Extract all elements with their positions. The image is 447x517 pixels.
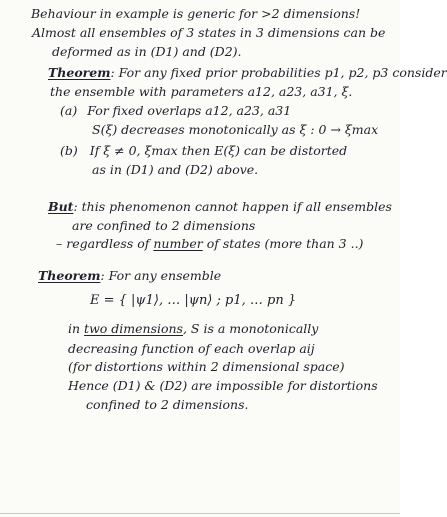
paper-edge-line: [0, 513, 400, 514]
theorem-1-text-1: : For any fixed prior probabilities p1, p2, p3 consider: [110, 65, 447, 80]
but-line-2: are confined to 2 dimensions: [72, 218, 256, 233]
theorem-1-part-b-line-2: as in (D1) and (D2) above.: [92, 162, 259, 177]
theorem-1-line-2: the ensemble with parameters a12, a23, a31, ξ.: [50, 84, 353, 99]
but-text-3-post: of states (more than 3 ..): [206, 236, 364, 251]
but-text-1: : this phenomenon cannot happen if all ensembles: [73, 199, 392, 214]
but-line-1: [48, 201, 392, 214]
theorem-1-part-b-line-1: [60, 145, 347, 158]
theorem-2-line-4: (for distortions within 2 dimensional space): [68, 359, 345, 374]
theorem-2-text-1: : For any ensemble: [100, 268, 222, 283]
but-text-3-word: number: [153, 236, 203, 251]
theorem-1-part-a-line-1: [60, 105, 291, 118]
theorem-2-title: Theorem: [38, 268, 101, 283]
theorem-2-line-5: Hence (D1) & (D2) are impossible for distortions: [68, 378, 378, 393]
theorem-1-title: Theorem: [48, 65, 111, 80]
but-text-3-pre: – regardless of: [56, 236, 150, 251]
theorem-2-text-2-word: two dimensions: [84, 321, 183, 336]
part-a-label: (a): [60, 103, 78, 118]
theorem-1-part-a-line-2: S(ξ) decreases monotonically as ξ : 0 → ξmax: [92, 122, 379, 137]
part-b-text-1: If ξ ≠ 0, ξmax then E(ξ) can be distorted: [89, 143, 348, 158]
intro-line-3: deformed as in (D1) and (D2).: [52, 44, 242, 59]
but-label: But: [48, 199, 74, 214]
theorem-2-line-2: [68, 323, 318, 336]
theorem-2-line-1: [38, 270, 221, 283]
theorem-2-line-3: decreasing function of each overlap aij: [68, 341, 315, 356]
theorem-2-formula: E = { |ψ1⟩, … |ψn⟩ ; p1, … pn }: [90, 293, 297, 308]
theorem-2-text-2-pre: in: [68, 321, 81, 336]
part-b-label: (b): [60, 143, 78, 158]
theorem-2-line-6: confined to 2 dimensions.: [86, 397, 249, 412]
theorem-2-text-2-post: , S is a monotonically: [182, 321, 319, 336]
but-line-3: [56, 238, 363, 251]
part-a-text-1: For fixed overlaps a12, a23, a31: [87, 103, 292, 118]
intro-line-1: Behaviour in example is generic for >2 dimensions!: [31, 6, 361, 21]
theorem-1-line-1: [48, 67, 447, 80]
intro-line-2: Almost all ensembles of 3 states in 3 dimensions can be: [32, 25, 386, 40]
